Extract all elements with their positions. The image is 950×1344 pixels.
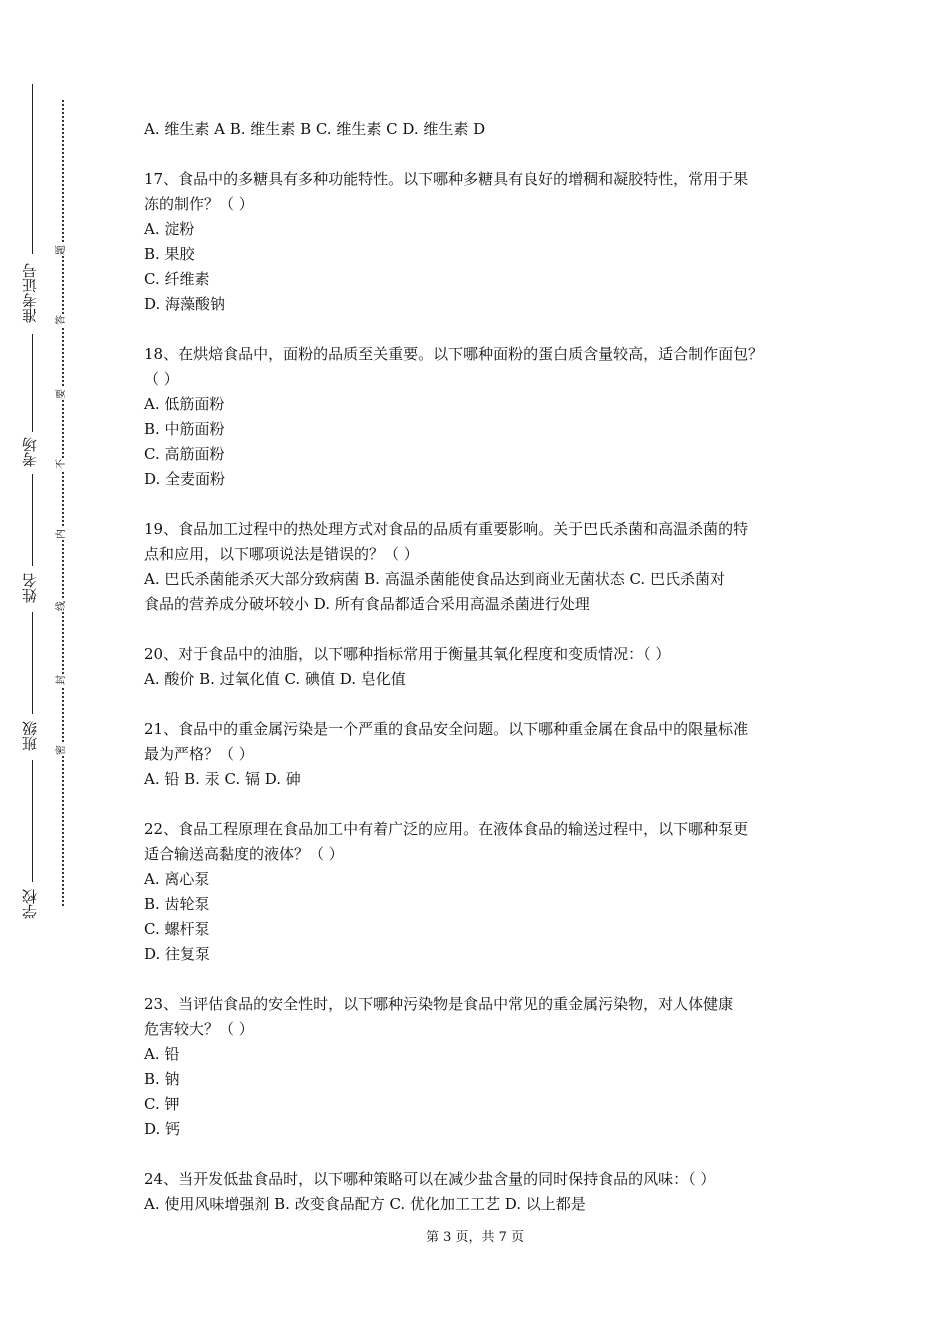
- question-block: [144, 117, 824, 142]
- question-line: A. 离心泵: [144, 870, 210, 888]
- question-line: A. 铅: [144, 1045, 180, 1063]
- question-line: B. 钠: [144, 1070, 180, 1088]
- question-line: A. 使用风味增强剂 B. 改变食品配方 C. 优化加工工艺 D. 以上都是: [144, 1195, 586, 1213]
- question-gap: [144, 317, 824, 342]
- question-line-first: 20、对于食品中的油脂，以下哪种指标常用于衡量其氧化程度和变质情况：（ ）: [144, 645, 671, 663]
- question-line: A. 淀粉: [144, 220, 195, 238]
- field-line-school: [32, 760, 33, 882]
- page-footer: 第 3 页，共 7 页: [425, 1230, 525, 1245]
- question-gap: [144, 142, 824, 167]
- seal-char: 题: [56, 245, 67, 255]
- question-line: B. 齿轮泵: [144, 895, 210, 913]
- question-line: C. 钾: [144, 1095, 180, 1113]
- question-line: 危害较大？（ ）: [144, 1020, 254, 1038]
- question-gap: [144, 617, 824, 642]
- question-line: C. 纤维素: [144, 270, 210, 288]
- question-line: B. 果胶: [144, 245, 195, 263]
- seal-char: 要: [56, 389, 67, 399]
- question-block: [144, 642, 824, 692]
- question-line: A. 铅 B. 汞 C. 镉 D. 砷: [144, 770, 301, 788]
- question-gap: [144, 792, 824, 817]
- question-line: A. 低筋面粉: [144, 395, 225, 413]
- question-line: C. 螺杆泵: [144, 920, 210, 938]
- question-gap: [144, 967, 824, 992]
- question-gap: [144, 1142, 824, 1167]
- question-block: [144, 167, 824, 317]
- question-line: 冻的制作？（ ）: [144, 195, 254, 213]
- question-block: [144, 517, 824, 617]
- field-label-class: 班级: [21, 721, 39, 751]
- question-line: 最为严格？（ ）: [144, 745, 254, 763]
- seal-char: 封: [56, 675, 67, 685]
- question-line-first: A. 维生素 A B. 维生素 B C. 维生素 C D. 维生素 D: [144, 120, 486, 138]
- question-block: [144, 717, 824, 792]
- field-label-exam-room: 考场: [21, 437, 39, 467]
- question-line: B. 中筋面粉: [144, 420, 225, 438]
- binding-margin-fields: [22, 84, 44, 924]
- question-line: （ ）: [144, 370, 179, 388]
- field-line-exam-room: [32, 334, 33, 432]
- question-line: D. 往复泵: [144, 945, 211, 963]
- question-line-first: 18、在烘焙食品中，面粉的品质至关重要。以下哪种面粉的蛋白质含量较高，适合制作面包？: [144, 345, 764, 363]
- question-line-first: 23、当评估食品的安全性时，以下哪种污染物是食品中常见的重金属污染物，对人体健康: [144, 995, 734, 1013]
- seal-char: 答: [56, 315, 67, 325]
- question-block: [144, 342, 824, 492]
- question-line: C. 高筋面粉: [144, 445, 225, 463]
- question-line-first: 22、食品工程原理在食品加工中有着广泛的应用。在液体食品的输送过程中，以下哪种泵更: [144, 820, 749, 838]
- field-label-name: 姓名: [21, 573, 39, 603]
- field-line-exam-id: [32, 84, 33, 254]
- field-line-class: [32, 612, 33, 714]
- question-line: D. 钙: [144, 1120, 181, 1138]
- question-gap: [144, 492, 824, 517]
- field-label-school: 学校: [21, 889, 39, 919]
- question-line: A. 巴氏杀菌能杀灭大部分致病菌 B. 高温杀菌能使食品达到商业无菌状态 C. 巴氏杀菌对: [144, 570, 725, 588]
- question-block: [144, 992, 824, 1142]
- question-line-first: 21、食品中的重金属污染是一个严重的食品安全问题。以下哪种重金属在食品中的限量标准: [144, 720, 749, 738]
- question-line: D. 海藻酸钠: [144, 295, 226, 313]
- seal-char: 密: [56, 745, 67, 755]
- question-line: 食品的营养成分破坏较小 D. 所有食品都适合采用高温杀菌进行处理: [144, 595, 590, 613]
- question-line: D. 全麦面粉: [144, 470, 226, 488]
- field-label-exam-id: 准考证号: [21, 263, 39, 323]
- question-gap: [144, 692, 824, 717]
- question-line-first: 24、当开发低盐食品时，以下哪种策略可以在减少盐含量的同时保持食品的风味：（ ）: [144, 1170, 716, 1188]
- question-list: [144, 117, 824, 1217]
- seal-char: 不: [56, 459, 67, 469]
- question-line-first: 19、食品加工过程中的热处理方式对食品的品质有重要影响。关于巴氏杀菌和高温杀菌的特: [144, 520, 749, 538]
- seal-char: 线: [56, 601, 67, 611]
- question-line: 适合输送高黏度的液体？（ ）: [144, 845, 344, 863]
- question-block: [144, 817, 824, 967]
- field-line-name: [32, 474, 33, 566]
- seal-char: 内: [56, 529, 67, 539]
- question-block: [144, 1167, 824, 1217]
- question-line: 点和应用，以下哪项说法是错误的？（ ）: [144, 545, 419, 563]
- question-line: A. 酸价 B. 过氧化值 C. 碘值 D. 皂化值: [144, 670, 406, 688]
- question-line-first: 17、食品中的多糖具有多种功能特性。以下哪种多糖具有良好的增稠和凝胶特性，常用于果: [144, 170, 749, 188]
- seal-line: [56, 100, 76, 906]
